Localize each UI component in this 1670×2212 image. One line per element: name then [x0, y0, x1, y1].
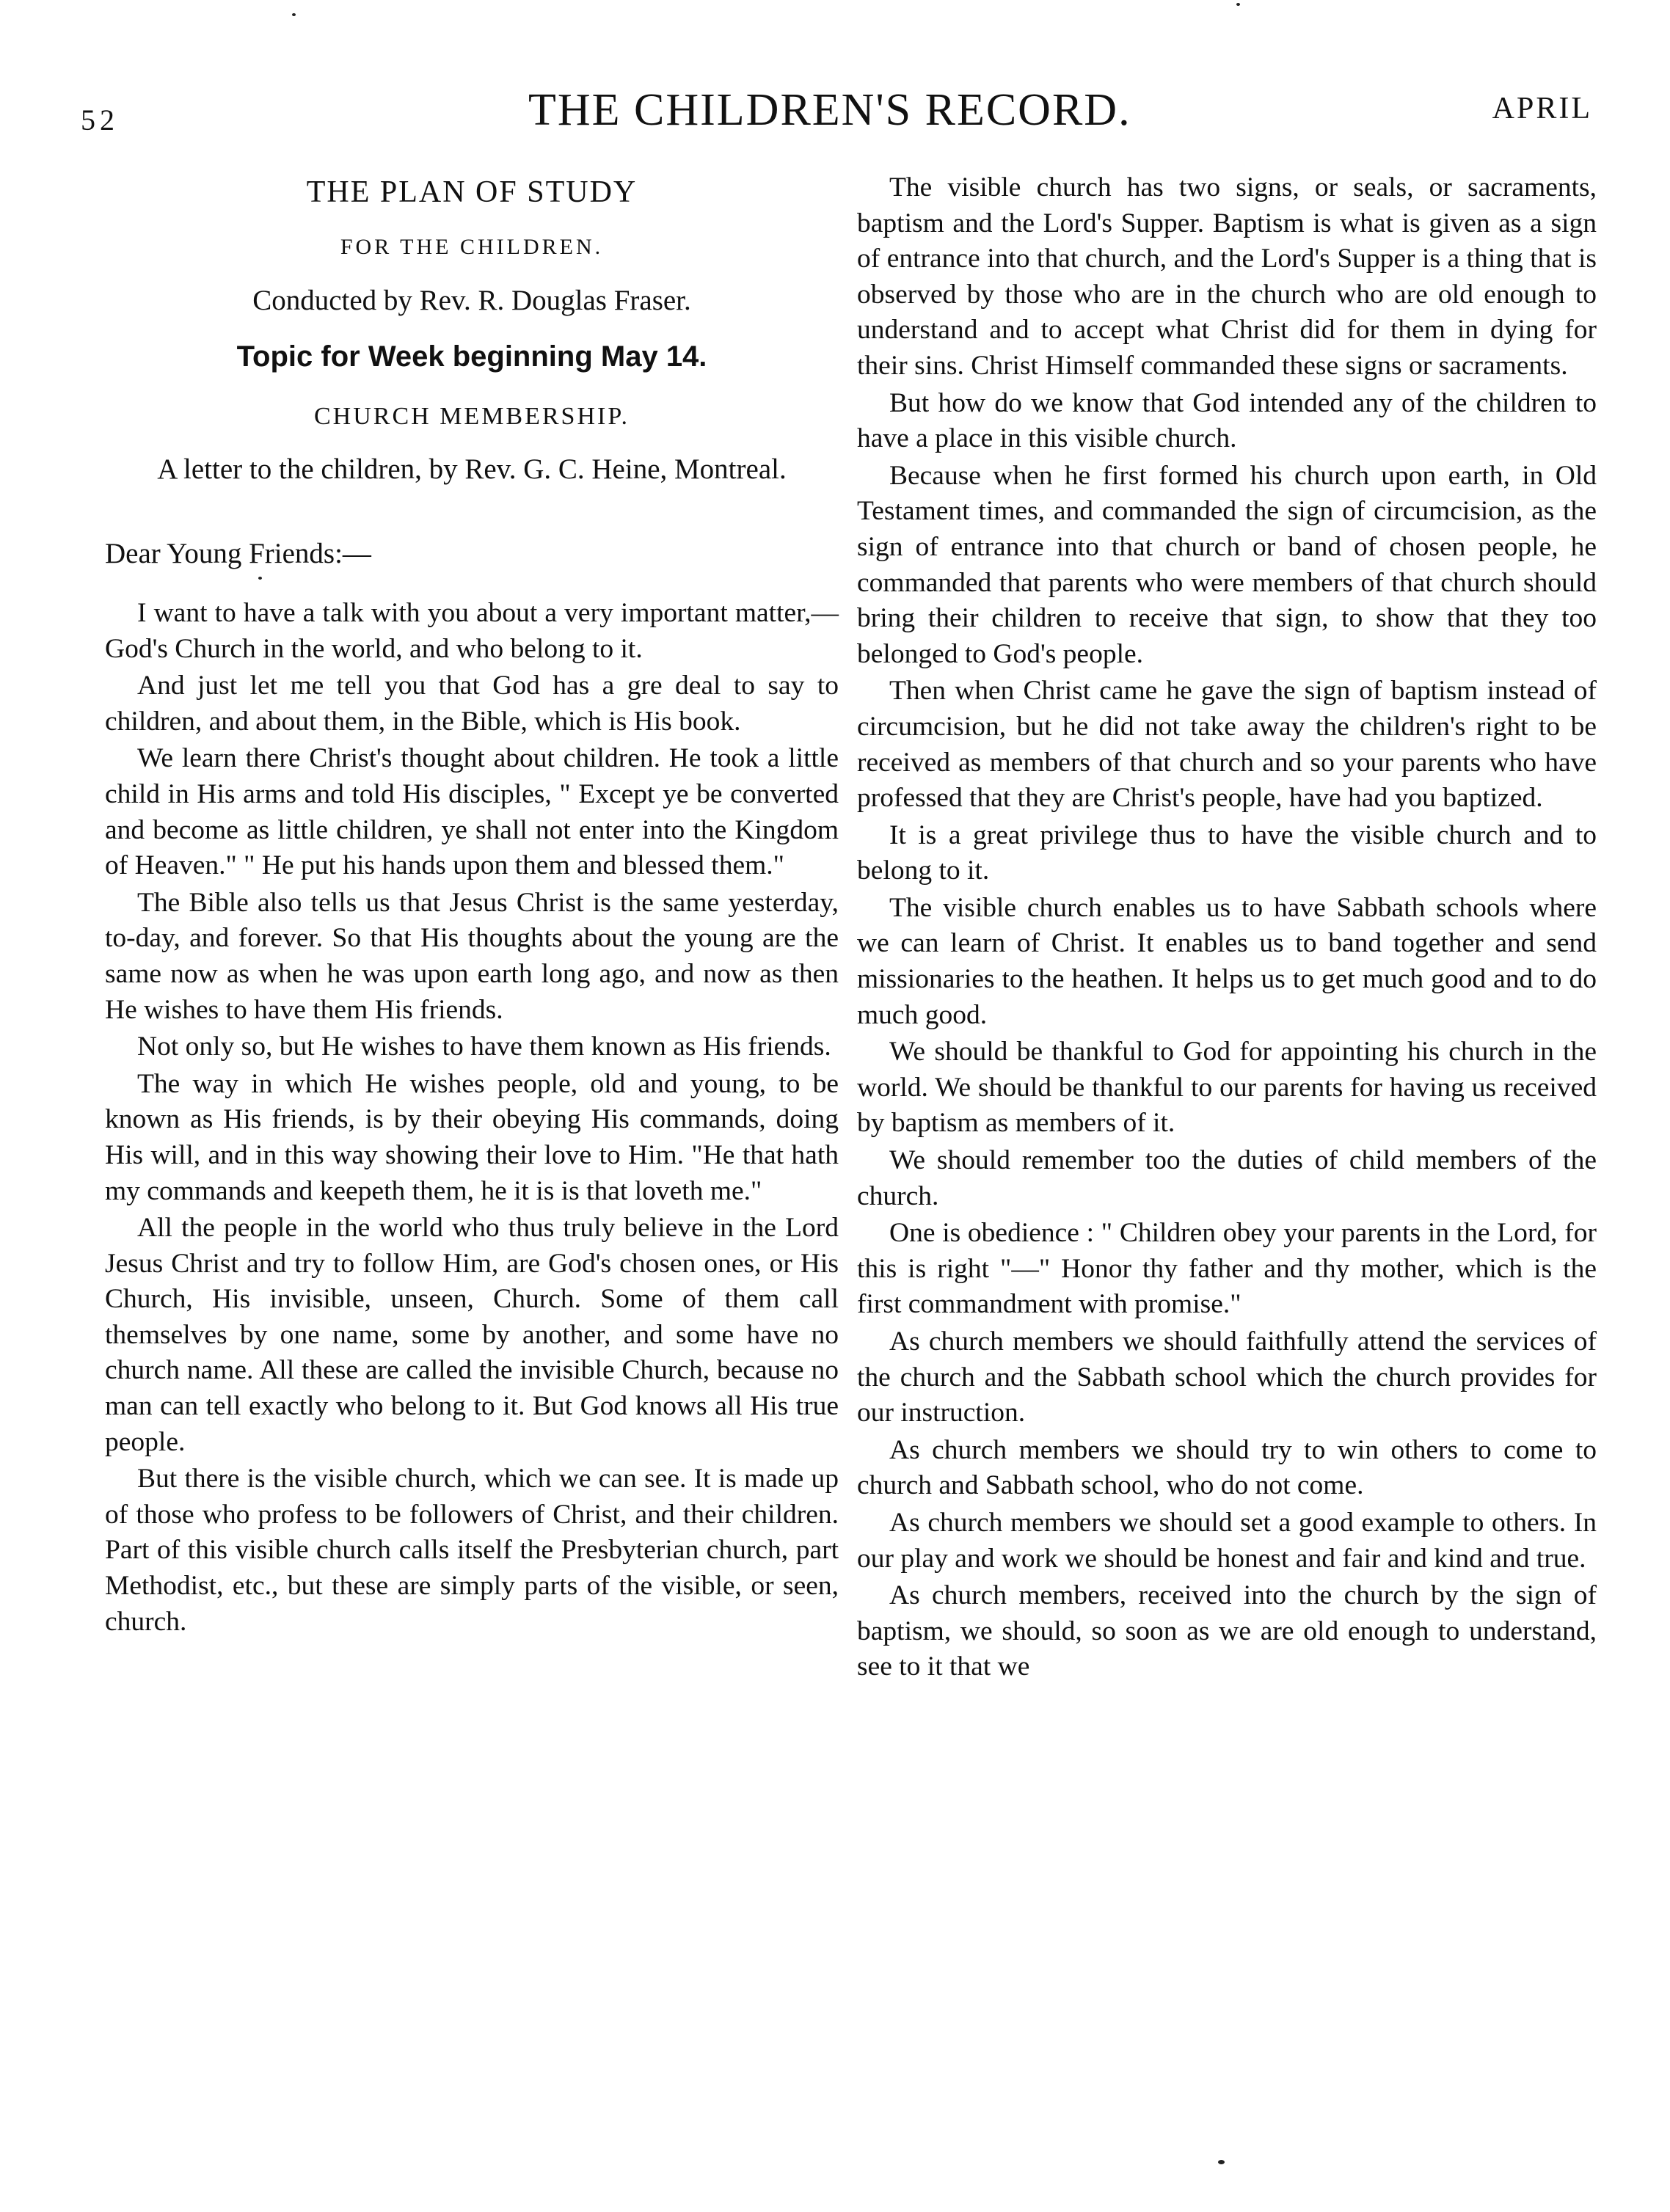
topic-heading: Topic for Week beginning May 14.	[236, 340, 707, 373]
section-title: THE PLAN OF STUDY	[306, 175, 638, 209]
letter-byline: A letter to the children, by Rev. G. C. Heine, Montreal.	[157, 453, 787, 485]
right-paragraph: But how do we know that God intended any of the children to have a place in this visible church.	[857, 387, 1597, 454]
print-speck	[1218, 2160, 1225, 2164]
left-paragraph: The Bible also tells us that Jesus Christ is the same yesterday, to-day, and forever. So that His thoughts about the young are the same now as when he was upon earth long ago, and now as then He wishes to have them His friends.	[105, 887, 839, 1025]
section-subtitle: FOR THE CHILDREN.	[340, 235, 604, 259]
journal-title: THE CHILDREN'S RECORD.	[528, 85, 1131, 135]
right-column	[857, 170, 1597, 1687]
left-column	[105, 170, 839, 1641]
left-paragraph: All the people in the world who thus truly believe in the Lord Jesus Christ and try to follow Him, are God's chosen ones, or His Church, His invisible, unseen, Church. Some of them call themselves by one name, some by another, and some have no church name. All these are called the invisible Church, because no man can tell exactly who belong to it. But God knows all His true people.	[105, 1213, 839, 1457]
right-paragraph: As church members we should set a good example to others. In our play and work we should be honest and fair and kind and true.	[857, 1507, 1597, 1574]
right-paragraph: We should be thankful to God for appointing his church in the world. We should be thankful to our parents for having us received by baptism as members of it.	[857, 1037, 1597, 1139]
left-paragraph: We learn there Christ's thought about children. He took a little child in His arms and told His disciples, " Except ye be converted and become as little children, ye shall not enter into the Kingdom of Heaven." " He put his hands upon them and blessed them."	[105, 743, 839, 881]
salutation: Dear Young Friends:—	[105, 538, 371, 569]
right-paragraph: We should remember too the duties of child members of the church.	[857, 1145, 1597, 1211]
page-number: 52	[81, 103, 119, 136]
right-paragraph: It is a great privilege thus to have the visible church and to belong to it.	[857, 820, 1597, 886]
right-paragraph: As church members we should try to win others to come to church and Sabbath school, who do not come.	[857, 1434, 1597, 1501]
left-paragraph: But there is the visible church, which we can see. It is made up of those who profess to be followers of Christ, and their children. Part of this visible church calls itself the Presbyterian church, part Methodist, etc., but these are simply parts of the visible, or seen, church.	[105, 1464, 839, 1637]
right-paragraph: Then when Christ came he gave the sign of baptism instead of circumcision, but he did not take away the children's right to be received as members of that church and so your parents who have professed that they are Christ's people, have had you baptized.	[857, 676, 1597, 814]
left-paragraph: I want to have a talk with you about a very important matter,—God's Church in the world, and who belong to it.	[105, 598, 839, 664]
topic-subject: CHURCH MEMBERSHIP.	[314, 403, 630, 430]
right-paragraph: The visible church has two signs, or seals, or sacraments, baptism and the Lord's Supper. Baptism is what is given as a sign of entrance into that church, and the Lord's Supper is a thing that is observed by those who are in the church who are old enough to understand and to accept what Christ did for them in dying for their sins. Christ Himself commanded these signs or sacraments.	[857, 172, 1597, 381]
left-paragraph: The way in which He wishes people, old and young, to be known as His friends, is by their obeying His commands, doing His will, and in this way showing their love to Him. "He that hath my commands and keepeth them, he it is is that loveth me."	[105, 1068, 839, 1206]
print-speck	[258, 577, 262, 580]
left-paragraph: Not only so, but He wishes to have them known as His friends.	[137, 1032, 831, 1062]
left-paragraph: And just let me tell you that God has a gre deal to say to children, and about them, in the Bible, which is His book.	[105, 671, 839, 737]
right-paragraph: One is obedience : " Children obey your parents in the Lord, for this is right "—" Honor thy father and thy mother, which is the first commandment with promise."	[857, 1218, 1597, 1320]
right-paragraph: As church members we should faithfully attend the services of the church and the Sabbath school which the church provides for our instruction.	[857, 1326, 1597, 1428]
page-header	[73, 81, 1600, 139]
right-paragraph: Because when he first formed his church upon earth, in Old Testament times, and commanded the sign of circumcision, as the sign of entrance into that church or band of chosen people, he commanded that parents who were members of that church should bring their children to receive that sign, to show that they too belonged to God's people.	[857, 460, 1597, 669]
print-speck	[292, 13, 296, 16]
issue-month: APRIL	[1492, 92, 1592, 125]
print-speck	[1236, 3, 1240, 6]
conductor-credit: Conducted by Rev. R. Douglas Fraser.	[252, 285, 691, 316]
right-paragraph: As church members, received into the church by the sign of baptism, we should, so soon as we are old enough to understand, see to it that we	[857, 1580, 1597, 1682]
right-paragraph: The visible church enables us to have Sabbath schools where we can learn of Christ. It enables us to band together and send missionaries to the heathen. It helps us to get much good and to do much good.	[857, 892, 1597, 1030]
